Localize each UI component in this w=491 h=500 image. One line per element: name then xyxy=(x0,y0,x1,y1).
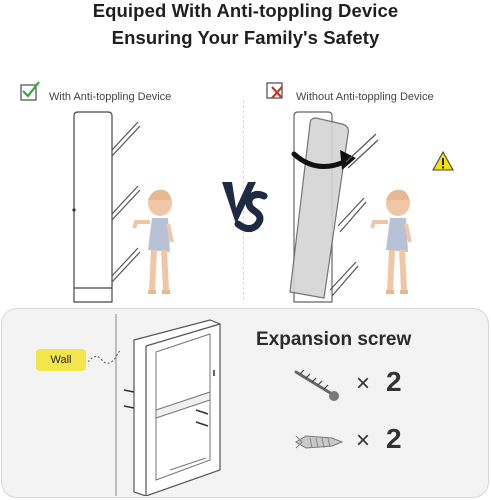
headline-subtitle: Ensuring Your Family's Safety xyxy=(111,27,380,48)
screw-icon xyxy=(292,366,342,402)
screw-count: 2 xyxy=(386,366,402,397)
anchor-times: × xyxy=(356,427,371,454)
wall-anchor-icon xyxy=(292,428,348,458)
headline-title: Equiped With Anti-toppling Device xyxy=(92,0,399,21)
with-device-caption: With Anti-toppling Device xyxy=(49,91,172,103)
cabinet-with-device-illustration xyxy=(60,110,240,306)
wall-label: Wall xyxy=(36,349,86,371)
anchor-count: 2 xyxy=(386,423,402,454)
checkmark-icon xyxy=(20,81,40,101)
versus-icon xyxy=(220,178,270,240)
cross-icon xyxy=(266,81,286,101)
cabinet-without-device-illustration xyxy=(280,110,460,306)
without-device-caption: Without Anti-toppling Device xyxy=(296,91,434,103)
baby-figure xyxy=(372,190,410,292)
warning-icon xyxy=(432,150,454,172)
baby-figure xyxy=(134,190,172,292)
installation-panel xyxy=(1,308,489,498)
expansion-screw-title: Expansion screw xyxy=(256,329,412,350)
installation-diagram xyxy=(80,310,240,496)
screw-times: × xyxy=(356,370,371,397)
